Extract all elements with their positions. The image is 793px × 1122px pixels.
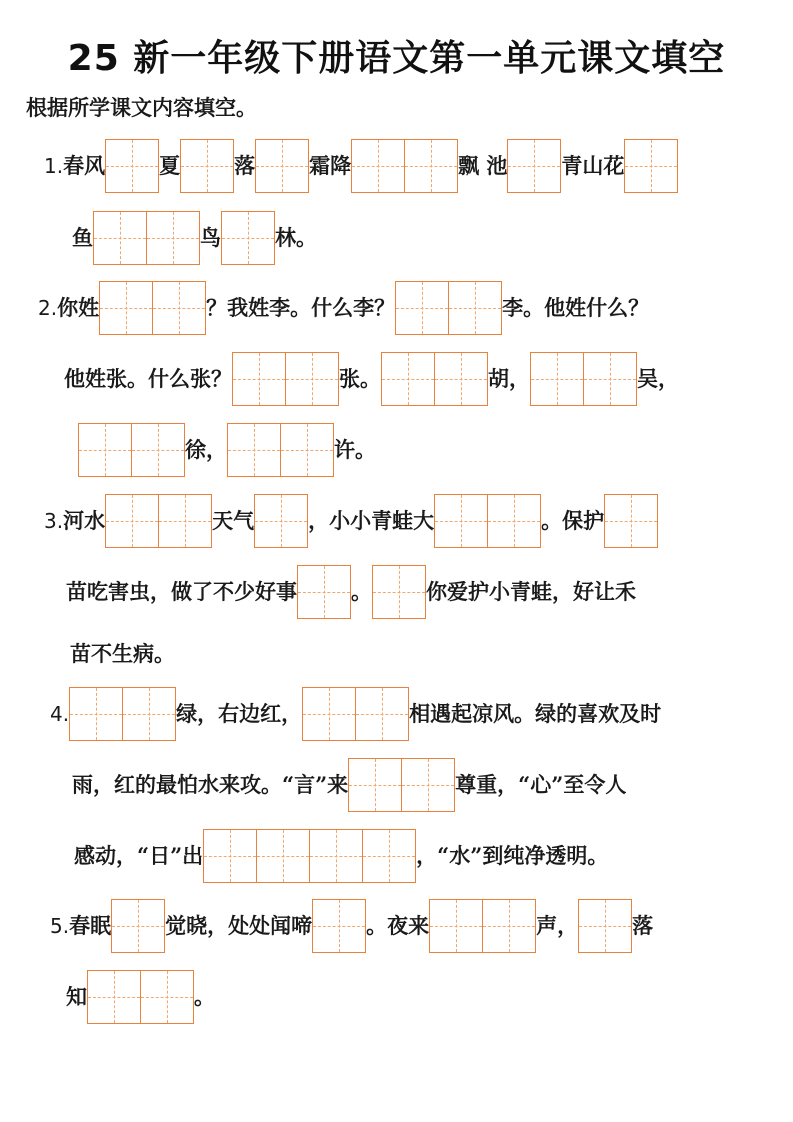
sentence-text: 河水 (63, 508, 106, 533)
tianzige-box[interactable] (312, 899, 366, 953)
answer-blank[interactable] (221, 211, 275, 265)
tianzige-box[interactable] (405, 139, 458, 193)
q3-line-1 (44, 493, 658, 549)
sentence-text: ？我姓李。什么李？ (206, 295, 396, 320)
answer-blank[interactable] (381, 352, 488, 406)
sentence-text: 春风 (63, 153, 106, 178)
sentence-text: 你爱护小青蛙，好让禾 (426, 579, 636, 604)
tianzige-box[interactable] (363, 829, 416, 883)
answer-blank[interactable] (255, 139, 309, 193)
tianzige-box[interactable] (132, 423, 185, 477)
sentence-text: 。夜来 (366, 913, 430, 938)
sentence-text: 。 (351, 579, 372, 604)
q1-line-2 (72, 210, 317, 266)
tianzige-box[interactable] (87, 970, 141, 1024)
tianzige-box[interactable] (351, 139, 405, 193)
tianzige-box[interactable] (530, 352, 584, 406)
tianzige-box[interactable] (604, 494, 658, 548)
q2-line-2 (64, 351, 679, 407)
tianzige-box[interactable] (449, 281, 502, 335)
answer-blank[interactable] (348, 758, 455, 812)
tianzige-box[interactable] (153, 281, 206, 335)
tianzige-box[interactable] (203, 829, 257, 883)
q1-line-1 (44, 138, 678, 194)
sentence-text: 春眠 (69, 913, 112, 938)
tianzige-box[interactable] (402, 758, 455, 812)
answer-blank[interactable] (372, 565, 426, 619)
sentence-text: 张。 (339, 366, 381, 391)
sentence-text: 林。 (275, 225, 317, 250)
answer-blank[interactable] (78, 423, 185, 477)
answer-blank[interactable] (530, 352, 637, 406)
tianzige-box[interactable] (302, 687, 356, 741)
q4-line-3 (74, 828, 608, 884)
tianzige-box[interactable] (584, 352, 637, 406)
answer-blank[interactable] (232, 352, 339, 406)
sentence-text: 苗不生病。 (70, 641, 175, 666)
sentence-text: 夏 (159, 153, 181, 178)
question-number: 2. (38, 296, 58, 320)
tianzige-box[interactable] (105, 139, 159, 193)
question-number: 3. (44, 509, 64, 533)
tianzige-box[interactable] (99, 281, 153, 335)
tianzige-box[interactable] (507, 139, 561, 193)
sentence-text: 。 (194, 984, 215, 1009)
answer-blank[interactable] (203, 829, 416, 883)
sentence-text: ，“水”到纯净透明。 (416, 843, 609, 868)
tianzige-box[interactable] (257, 829, 310, 883)
sentence-text: 觉晓，处处闻啼 (165, 913, 313, 938)
q4-line-1 (50, 686, 661, 742)
sentence-text: 相遇起凉风。绿的喜欢及时 (409, 701, 662, 726)
answer-blank[interactable] (105, 494, 212, 548)
tianzige-box[interactable] (227, 423, 281, 477)
tianzige-box[interactable] (180, 139, 234, 193)
question-number: 4. (50, 702, 70, 726)
answer-blank[interactable] (254, 494, 308, 548)
q2-line-1 (38, 280, 649, 336)
tianzige-box[interactable] (69, 687, 123, 741)
q4-line-2 (72, 757, 626, 813)
answer-blank[interactable] (105, 139, 159, 193)
sentence-text: 天气 (212, 508, 255, 533)
sentence-text: 青山花 (561, 153, 625, 178)
sentence-text: 鱼 (72, 225, 93, 250)
answer-blank[interactable] (429, 899, 536, 953)
sentence-text: 。保护 (541, 508, 605, 533)
tianzige-box[interactable] (254, 494, 308, 548)
tianzige-box[interactable] (435, 352, 488, 406)
tianzige-box[interactable] (297, 565, 351, 619)
answer-blank[interactable] (395, 281, 502, 335)
tianzige-box[interactable] (372, 565, 426, 619)
answer-blank[interactable] (111, 899, 165, 953)
q5-line-2 (66, 969, 215, 1025)
tianzige-box[interactable] (111, 899, 165, 953)
sentence-text: ，小小青蛙大 (308, 508, 435, 533)
tianzige-box[interactable] (159, 494, 212, 548)
answer-blank[interactable] (312, 899, 366, 953)
tianzige-box[interactable] (395, 281, 449, 335)
sentence-text: 感动，“日”出 (74, 843, 204, 868)
answer-blank[interactable] (93, 211, 200, 265)
answer-blank[interactable] (507, 139, 561, 193)
answer-blank[interactable] (87, 970, 194, 1024)
sentence-text: 声， (536, 913, 579, 938)
tianzige-box[interactable] (429, 899, 483, 953)
tianzige-box[interactable] (381, 352, 435, 406)
tianzige-box[interactable] (578, 899, 632, 953)
sentence-text: 落 (632, 913, 654, 938)
q5-line-1 (50, 898, 653, 954)
tianzige-box[interactable] (255, 139, 309, 193)
tianzige-box[interactable] (281, 423, 334, 477)
sentence-text: 知 (66, 984, 87, 1009)
sentence-text: 雨，红的最怕水来攻。“言”来 (72, 772, 349, 797)
sentence-text: 苗吃害虫，做了不少好事 (66, 579, 297, 604)
tianzige-box[interactable] (286, 352, 339, 406)
sentence-text: 李。他姓什么？ (502, 295, 650, 320)
sentence-text: 你姓 (57, 295, 100, 320)
page-title: 25 新一年级下册语文第一单元课文填空 (67, 38, 726, 79)
tianzige-box[interactable] (78, 423, 132, 477)
tianzige-box[interactable] (434, 494, 488, 548)
q3-line-3 (70, 626, 175, 682)
q2-line-3 (78, 422, 376, 478)
sentence-text: 许。 (334, 437, 376, 462)
answer-blank[interactable] (297, 565, 351, 619)
instruction: 根据所学课文内容填空。 (26, 95, 257, 120)
q3-line-2 (66, 564, 636, 620)
tianzige-box[interactable] (123, 687, 176, 741)
answer-blank[interactable] (624, 139, 678, 193)
sentence-text: 落 (234, 153, 256, 178)
answer-blank[interactable] (434, 494, 541, 548)
tianzige-box[interactable] (141, 970, 194, 1024)
tianzige-box[interactable] (93, 211, 147, 265)
sentence-text: 霜降 (309, 153, 352, 178)
sentence-text: 吴， (637, 366, 679, 391)
answer-blank[interactable] (227, 423, 334, 477)
tianzige-box[interactable] (348, 758, 402, 812)
sentence-text: 鸟 (200, 225, 221, 250)
answer-blank[interactable] (578, 899, 632, 953)
sentence-text: 绿，右边红， (176, 701, 303, 726)
sentence-text: 胡， (488, 366, 530, 391)
tianzige-box[interactable] (488, 494, 541, 548)
tianzige-box[interactable] (232, 352, 286, 406)
answer-blank[interactable] (69, 687, 176, 741)
answer-blank[interactable] (180, 139, 234, 193)
answer-blank[interactable] (351, 139, 458, 193)
sentence-text: 尊重，“心”至令人 (455, 772, 627, 797)
tianzige-box[interactable] (483, 899, 536, 953)
tianzige-box[interactable] (105, 494, 159, 548)
sentence-text: 飘 池 (458, 153, 508, 178)
question-number: 1. (44, 154, 64, 178)
tianzige-box[interactable] (221, 211, 275, 265)
tianzige-box[interactable] (310, 829, 363, 883)
answer-blank[interactable] (302, 687, 409, 741)
tianzige-box[interactable] (147, 211, 200, 265)
sentence-text: 他姓张。什么张？ (64, 366, 232, 391)
tianzige-box[interactable] (624, 139, 678, 193)
sentence-text: 徐， (185, 437, 227, 462)
answer-blank[interactable] (604, 494, 658, 548)
tianzige-box[interactable] (356, 687, 409, 741)
answer-blank[interactable] (99, 281, 206, 335)
question-number: 5. (50, 914, 70, 938)
